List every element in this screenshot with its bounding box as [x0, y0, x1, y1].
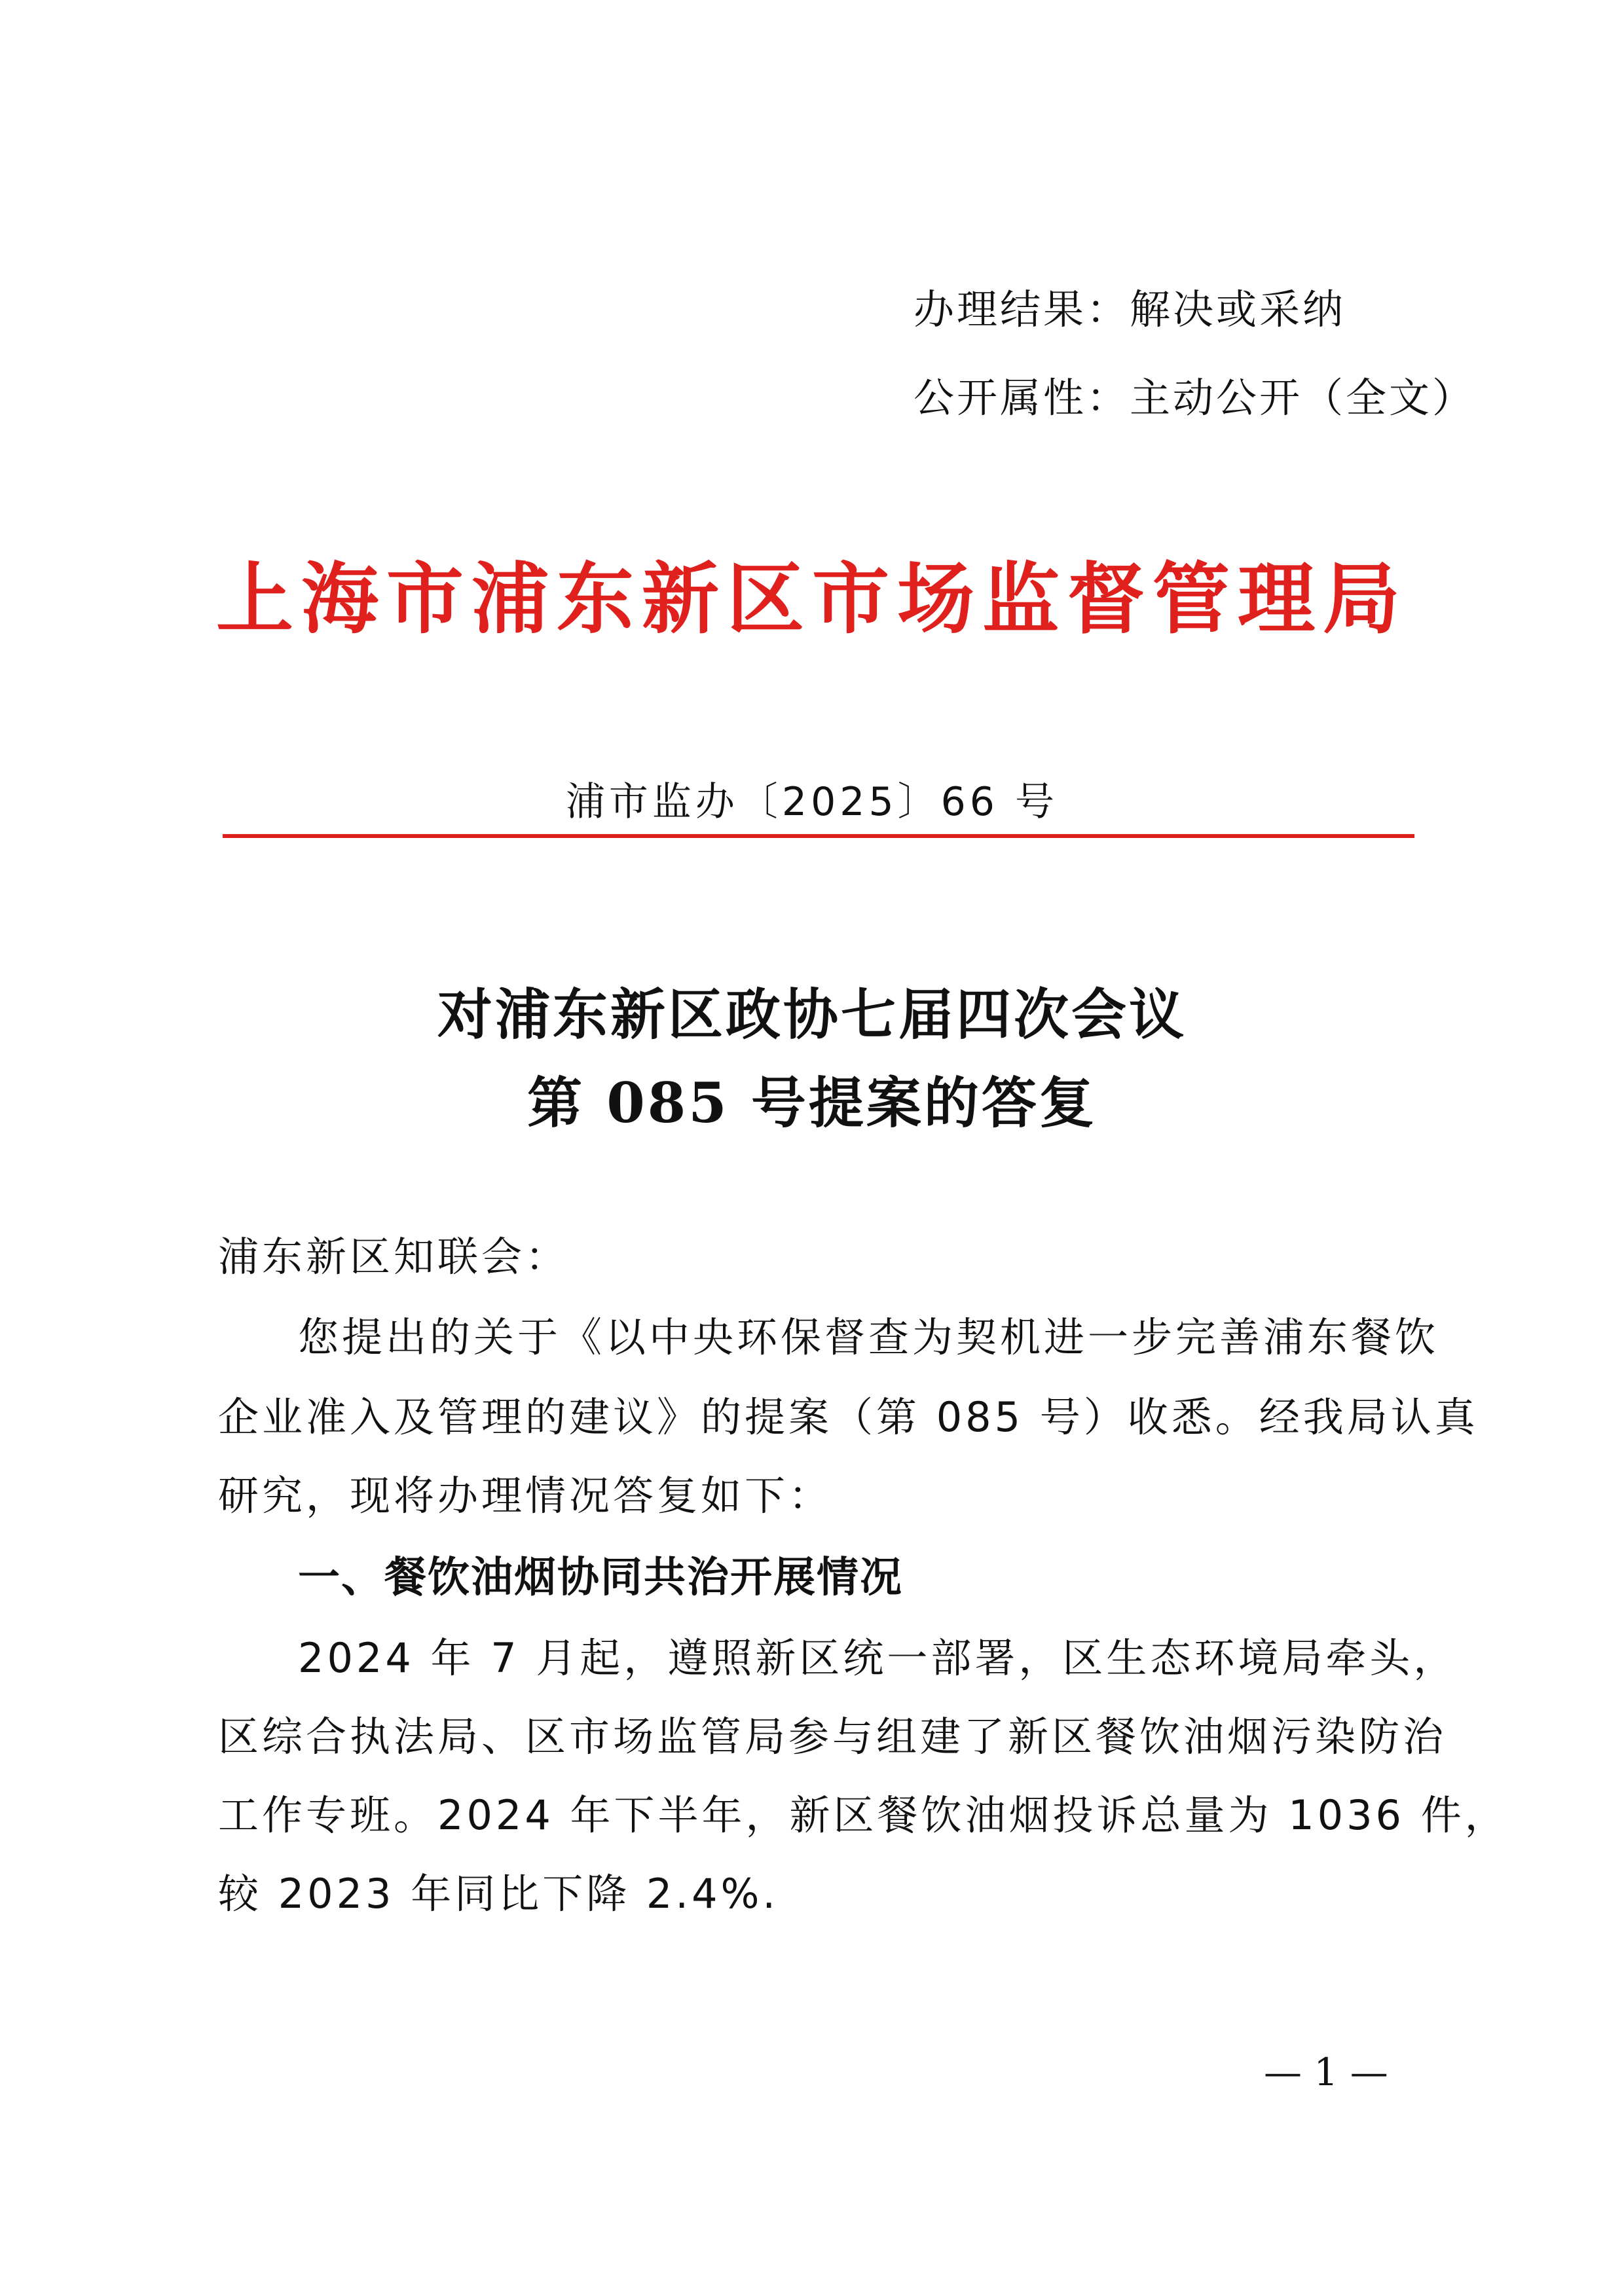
document-title-line-2: 第 085 号提案的答复 — [527, 1070, 1097, 1135]
page-number: — 1 — — [1264, 2050, 1388, 2094]
publicity-attribute-label: 公开属性：主动公开（全文） — [913, 374, 1476, 422]
issuing-authority-title: 上海市浦东新区市场监督管理局 — [215, 553, 1408, 644]
addressee: 浦东新区知联会： — [218, 1233, 570, 1281]
paragraph-1-line-1: 您提出的关于《以中央环保督查为契机进一步完善浦东餐饮 — [298, 1313, 1439, 1361]
document-title-line-1: 对浦东新区政协七届四次会议 — [437, 982, 1187, 1047]
paragraph-2-line-4: 较 2023 年同比下降 2.4%. — [218, 1870, 779, 1918]
document-number: 浦市监办〔2025〕66 号 — [565, 779, 1059, 825]
paragraph-1-line-2: 企业准入及管理的建议》的提案（第 085 号）收悉。经我局认真 — [218, 1393, 1479, 1441]
paragraph-1-line-3: 研究，现将办理情况答复如下： — [218, 1472, 833, 1520]
handling-result-label: 办理结果：解决或采纳 — [913, 285, 1346, 333]
paragraph-2-line-3: 工作专班。2024 年下半年，新区餐饮油烟投诉总量为 1036 件， — [218, 1791, 1509, 1839]
red-separator-rule — [223, 834, 1414, 838]
paragraph-2-line-1: 2024 年 7 月起，遵照新区统一部署，区生态环境局牵头， — [298, 1634, 1458, 1682]
section-1-heading: 一、餐饮油烟协同共治开展情况 — [298, 1554, 903, 1602]
paragraph-2-line-2: 区综合执法局、区市场监管局参与组建了新区餐饮油烟污染防治 — [218, 1713, 1447, 1760]
